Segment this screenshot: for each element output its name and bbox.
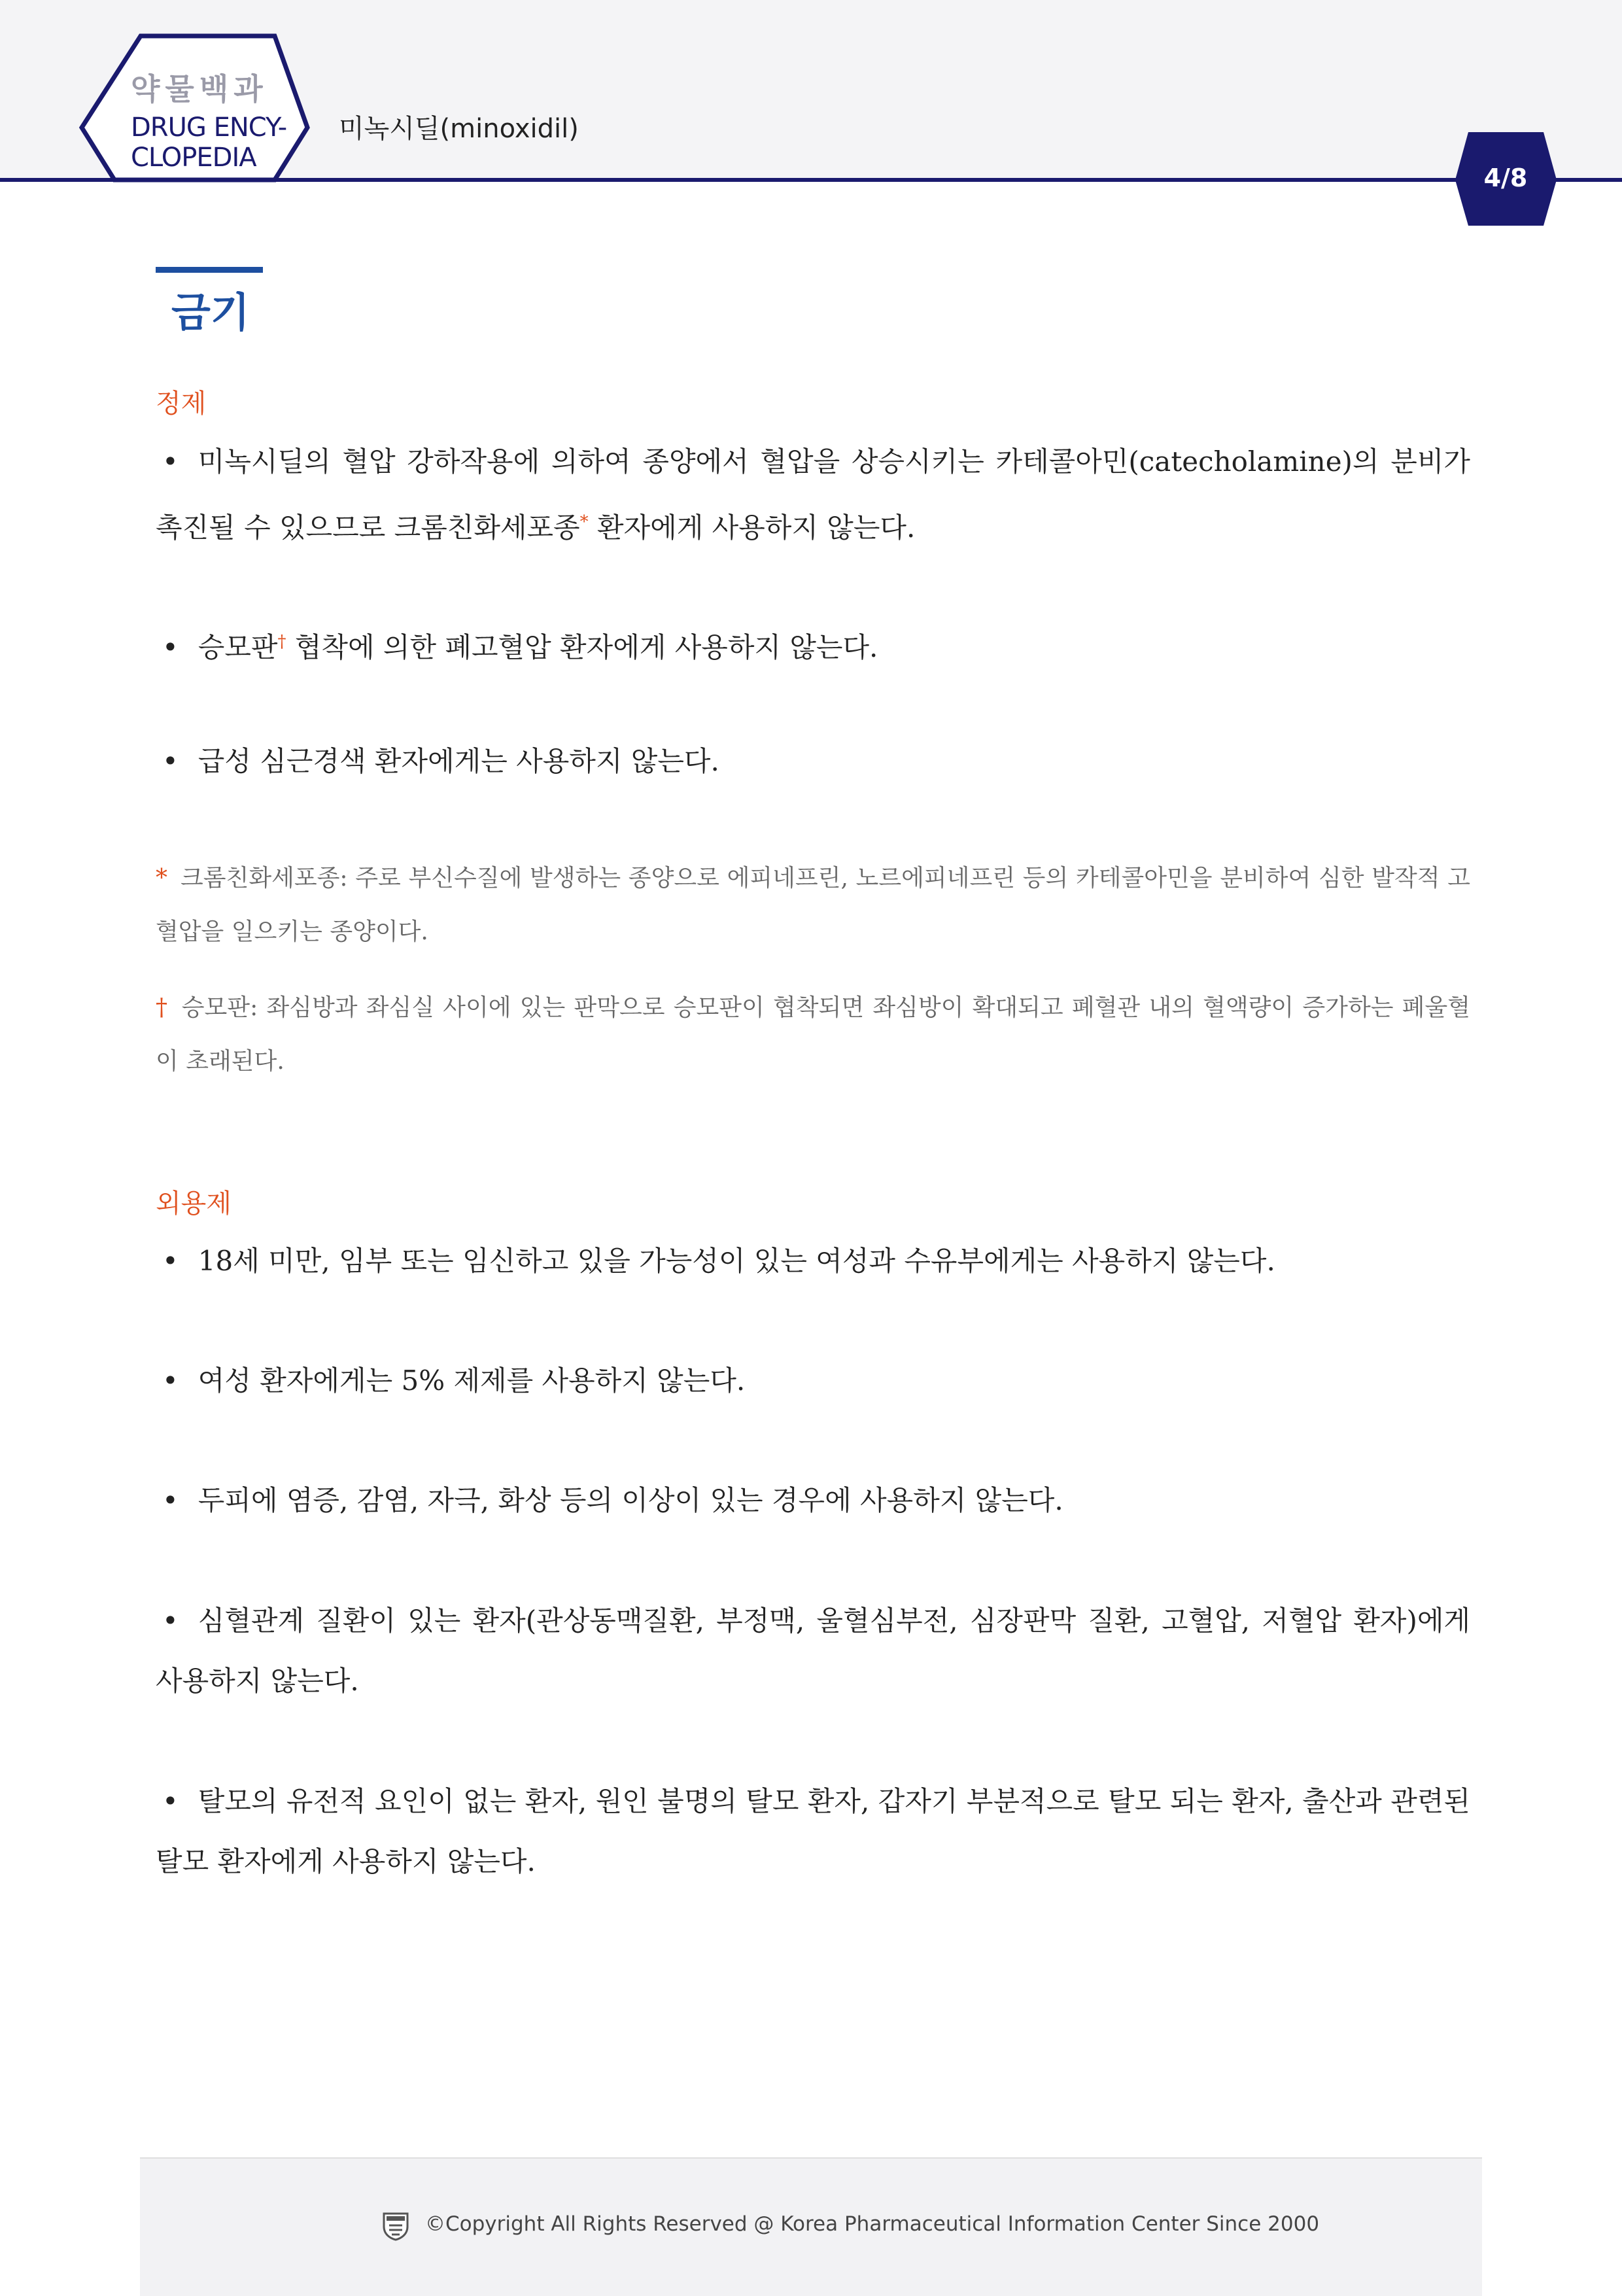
item-text: 심혈관계 질환이 있는 환자(관상동맥질환, 부정맥, 울혈심부전, 심장판막 질환, 고혈압, 저혈압 환자)에게 사용하지 않는다.	[156, 1605, 1470, 1697]
bullet: •	[162, 1605, 179, 1637]
list-item	[156, 731, 1470, 791]
list-item	[156, 612, 1470, 678]
list-item	[156, 1231, 1470, 1291]
bullet: •	[162, 445, 179, 478]
bullet: •	[162, 631, 179, 663]
footnote-mark: †	[156, 994, 169, 1021]
footnote-text: 승모판: 좌심방과 좌심실 사이에 있는 판막으로 승모판이 협착되면 좌심방이 확대되고 폐혈관 내의 혈액량이 증가하는 폐울혈이 초래된다.	[156, 994, 1471, 1075]
bullet: •	[162, 1365, 179, 1397]
item-text: 여성 환자에게는 5% 제제를 사용하지 않는다.	[198, 1365, 746, 1397]
subheading-topical: 외용제	[156, 1189, 232, 1219]
list-item	[156, 1351, 1470, 1411]
footnote-mark: †	[277, 632, 286, 652]
bullet: •	[162, 1785, 179, 1817]
section-title: 금기	[171, 288, 250, 336]
list-item	[156, 432, 1470, 558]
bullet: •	[162, 745, 179, 777]
item-text: 승모판	[198, 631, 278, 663]
footnote	[156, 981, 1470, 1088]
section-title-bar	[156, 267, 263, 273]
bullet: •	[162, 1245, 179, 1277]
list-item	[156, 1470, 1470, 1531]
subheading-oral: 정제	[156, 389, 207, 419]
logo-english-line1: DRUG ENCY-	[131, 113, 287, 143]
item-text: 급성 심근경색 환자에게는 사용하지 않는다.	[198, 745, 719, 777]
item-text: 환자에게 사용하지 않는다.	[588, 512, 916, 544]
kpic-shield-icon	[381, 2211, 410, 2241]
item-text: 두피에 염증, 감염, 자극, 화상 등의 이상이 있는 경우에 사용하지 않는다.	[198, 1484, 1063, 1516]
footnote-mark: *	[579, 512, 589, 532]
item-text: 협착에 의한 폐고혈압 환자에게 사용하지 않는다.	[286, 631, 878, 663]
item-text: 18세 미만, 임부 또는 임신하고 있을 가능성이 있는 여성과 수유부에게는 사용하지 않는다.	[198, 1245, 1275, 1277]
list-item	[156, 1771, 1470, 1892]
doc-title: 미녹시딜(minoxidil)	[339, 114, 579, 144]
footnote-text: 크롬친화세포종: 주로 부신수질에 발생하는 종양으로 에피네프린, 노르에피네프린 등의 카테콜아민을 분비하여 심한 발작적 고혈압을 일으키는 종양이다.	[156, 865, 1470, 945]
footnote-mark: *	[156, 865, 167, 892]
bullet: •	[162, 1484, 179, 1516]
logo	[131, 65, 301, 173]
logo-english-line2: CLOPEDIA	[131, 143, 256, 173]
footer-copyright: ©Copyright All Rights Reserved @ Korea Pharmaceutical Information Center Since 2000	[425, 2212, 1320, 2236]
item-text: 탈모의 유전적 요인이 없는 환자, 원인 불명의 탈모 환자, 갑자기 부분적으로 탈모 되는 환자, 출산과 관련된 탈모 환자에게 사용하지 않는다.	[156, 1785, 1470, 1877]
footnote	[156, 852, 1470, 959]
list-item	[156, 1591, 1470, 1711]
logo-korean: 약물백과	[131, 71, 268, 107]
page-indicator: 4/8	[1483, 164, 1528, 192]
item-text: 미녹시딜의 혈압 강하작용에 의하여 종양에서 혈압을 상승시키는 카테콜아민(catecholamine)의 분비가 촉진될 수 있으므로 크롬친화세포종	[156, 445, 1470, 544]
